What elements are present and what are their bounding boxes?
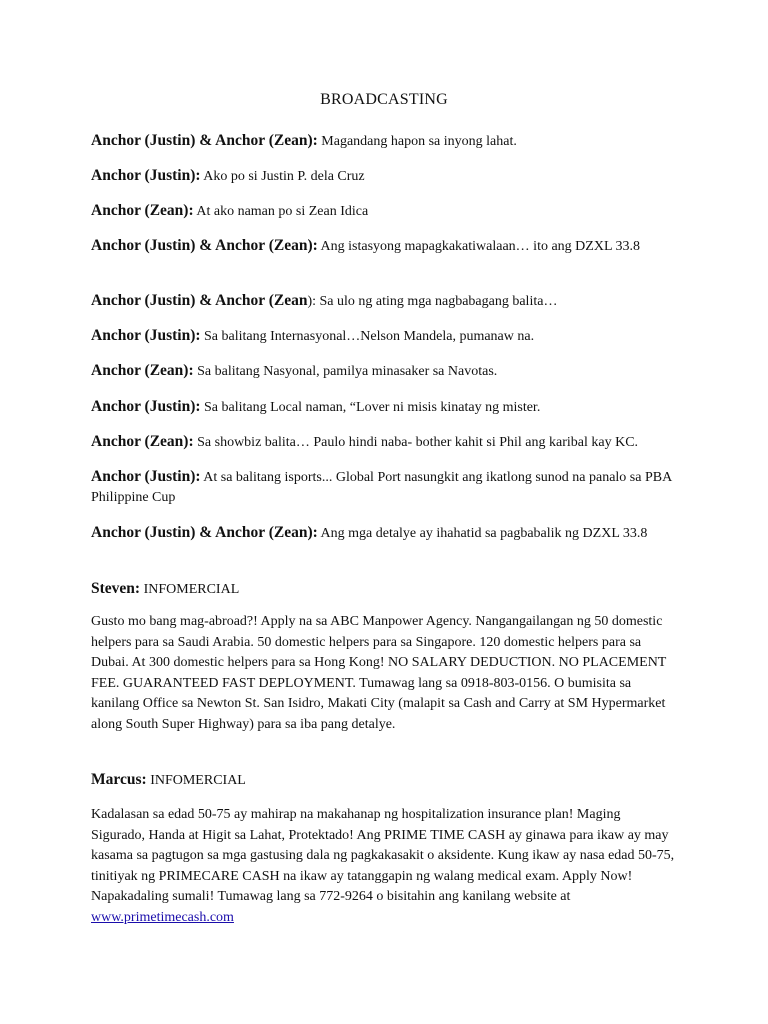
script-line <box>91 236 676 257</box>
document-title: BROADCASTING <box>320 91 448 108</box>
infomercial-body: Kadalasan sa edad 50-75 ay mahirap na makahanap ng hospitalization insurance plan! Maging Sigurado, Handa at Higit sa Lahat, Protektado! Ang PRIME TIME CASH ay ginawa para ikaw ay may kasama sa pagtugon sa mga gastusing dala ng pagkakasakit o aksidente. Kung ikaw ay nasa edad 50-75, tinitiyak ng PRIMECARE CASH na ikaw ay tatanggapin ng walang medical exam. Apply Now! Napakadaling sumali! Tumawag lang sa 772-9264 o bisitahin ang kanilang website at <box>91 807 675 904</box>
script-line <box>91 579 676 600</box>
speaker-label: Anchor (Justin) & Anchor (Zean): <box>91 524 318 541</box>
line-text: Magandang hapon sa inyong lahat. <box>321 134 517 149</box>
infomercial-text <box>91 805 676 928</box>
script-line <box>91 326 676 347</box>
speaker-label: Anchor (Justin): <box>91 167 201 184</box>
speaker-label: Anchor (Justin): <box>91 398 201 415</box>
speaker-label: Anchor (Justin) & Anchor (Zean <box>91 292 308 309</box>
script-line <box>91 201 676 222</box>
line-text: INFOMERCIAL <box>143 582 240 597</box>
speaker-label: Anchor (Justin) & Anchor (Zean): <box>91 132 318 149</box>
line-text: Sa balitang Local naman, “Lover ni misis kinatay ng mister. <box>204 400 541 415</box>
website-link[interactable]: www.primetimecash.com <box>91 909 234 925</box>
script-line <box>91 432 676 453</box>
script-line <box>91 131 676 152</box>
speaker-label: Anchor (Zean): <box>91 362 194 379</box>
speaker-label: Steven: <box>91 580 141 597</box>
script-line <box>91 397 676 418</box>
line-text: At ako naman po si Zean Idica <box>196 204 369 219</box>
script-line <box>91 770 676 791</box>
speaker-label: Marcus: <box>91 771 147 788</box>
script-line <box>91 361 676 382</box>
speaker-label: Anchor (Zean): <box>91 202 194 219</box>
speaker-label: Anchor (Justin): <box>91 327 201 344</box>
line-text: At sa balitang isports... Global Port nasungkit ang ikatlong sunod na panalo sa PBA Philippine Cup <box>91 470 672 505</box>
line-text: Sa showbiz balita… Paulo hindi naba- bother kahit si Phil ang karibal kay KC. <box>197 435 639 450</box>
line-text: Ang istasyong mapagkakatiwalaan… ito ang DZXL 33.8 <box>320 239 640 254</box>
infomercial-text: Gusto mo bang mag-abroad?! Apply na sa ABC Manpower Agency. Nangangailangan ng 50 domestic helpers para sa Saudi Arabia. 50 domestic helpers para sa Singapore. 120 domestic helpers para sa Dubai. At 300 domestic helpers para sa Hong Kong! NO SALARY DEDUCTION. NO PLACEMENT FEE. GUARANTEED FAST DEPLOYMENT. Tumawag lang sa 0918-803-0156. O bumisita sa kanilang Office sa Newton St. San Isidro, Makati City (malapit sa Cash and Carry at SM Hypermarket along South Super Highway) para sa iba pang detalye. <box>91 614 667 732</box>
line-text: INFOMERCIAL <box>150 773 246 788</box>
line-text: Ako po si Justin P. dela Cruz <box>203 169 365 184</box>
script-line <box>91 467 676 508</box>
speaker-label: Anchor (Justin): <box>91 468 201 485</box>
speaker-label: Anchor (Justin) & Anchor (Zean): <box>91 237 318 254</box>
line-text: Sa balitang Nasyonal, pamilya minasaker sa Navotas. <box>197 364 498 379</box>
line-text: Ang mga detalye ay ihahatid sa pagbabalik ng DZXL 33.8 <box>320 526 648 541</box>
script-line <box>91 291 676 312</box>
script-line <box>91 166 676 187</box>
line-text: ): Sa ulo ng ating mga nagbabagang balita… <box>307 294 558 309</box>
line-text: Sa balitang Internasyonal…Nelson Mandela, pumanaw na. <box>204 329 535 344</box>
script-line <box>91 523 676 544</box>
speaker-label: Anchor (Zean): <box>91 433 194 450</box>
